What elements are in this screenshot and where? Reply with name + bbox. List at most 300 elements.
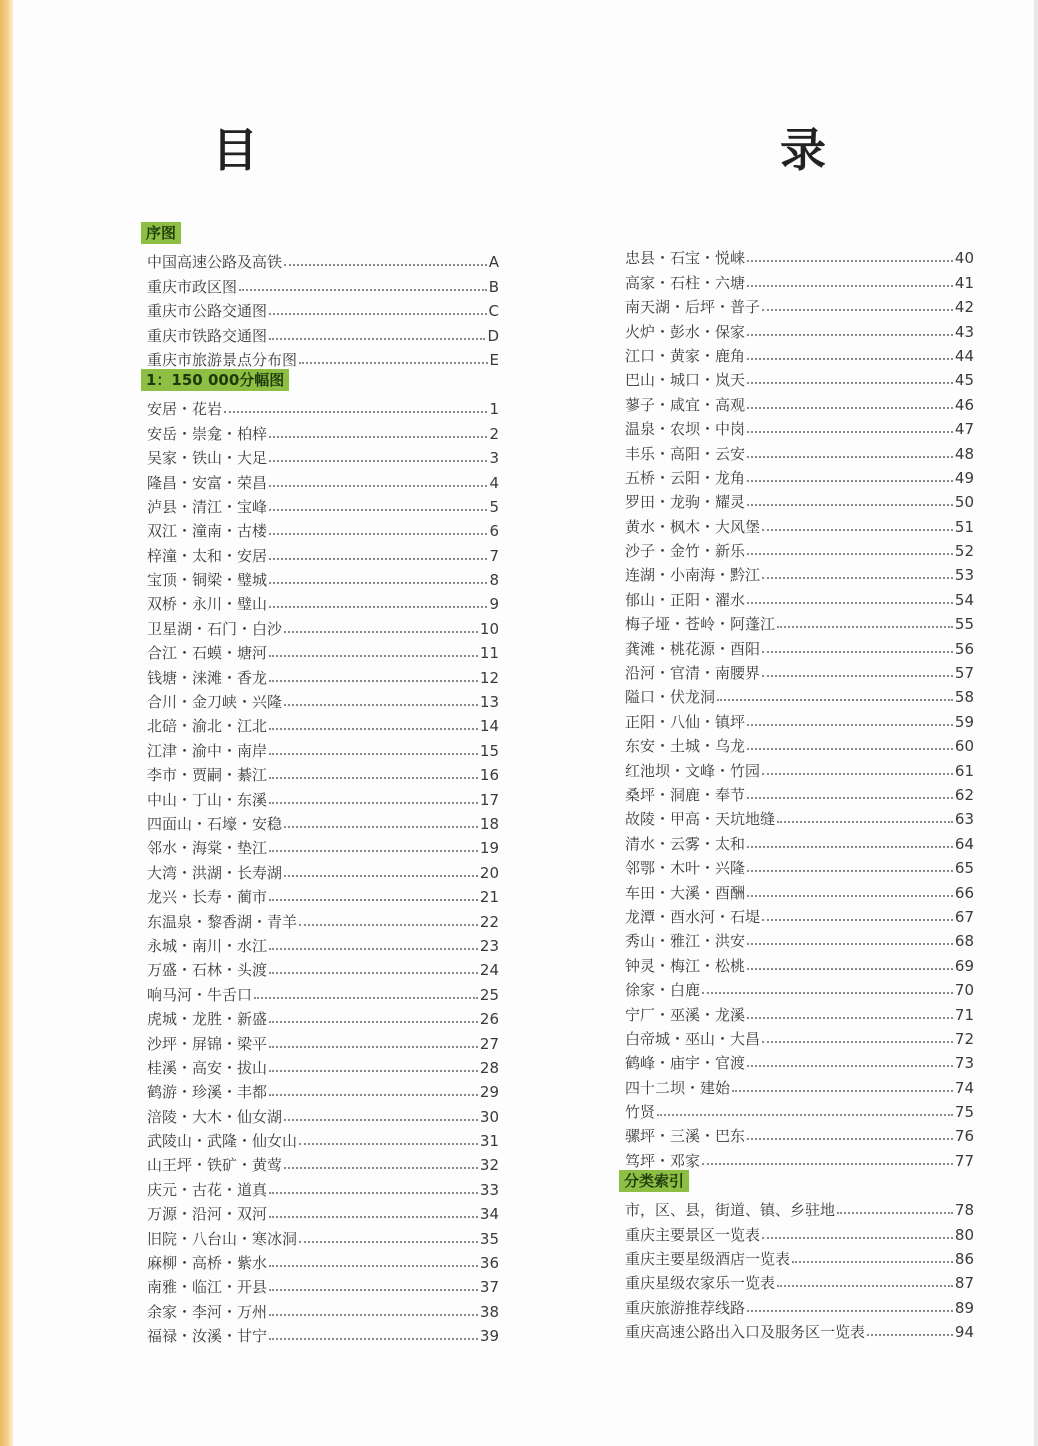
dot-leader — [299, 1241, 478, 1243]
dot-leader — [269, 802, 478, 804]
toc-entry-label: 忠县・石宝・悦崃 — [625, 249, 746, 268]
dot-leader — [762, 309, 953, 311]
toc-entry-page: 42 — [954, 298, 974, 317]
toc-entry-page: 19 — [479, 839, 499, 858]
toc-entry-page: 72 — [954, 1029, 974, 1048]
toc-entry[interactable] — [141, 394, 499, 418]
toc-entry-page: 21 — [479, 888, 499, 907]
toc-entry[interactable] — [141, 1077, 499, 1101]
toc-entry-page: 14 — [479, 717, 499, 736]
toc-entry-label: 四面山・石壕・安稳 — [147, 814, 283, 833]
toc-entry[interactable] — [619, 243, 974, 267]
toc-entry[interactable] — [619, 926, 974, 950]
toc-entry-page: 51 — [954, 517, 974, 536]
dot-leader — [299, 362, 488, 364]
toc-entry-page: 16 — [479, 766, 499, 785]
toc-entry-label: 吴家・铁山・大足 — [147, 449, 268, 468]
toc-entry-page: 22 — [479, 912, 499, 931]
dot-leader — [762, 919, 953, 921]
toc-entry-label: 隆昌・安富・荣昌 — [147, 473, 268, 492]
toc-entry-label: 龙兴・长寿・蔺市 — [147, 888, 268, 907]
toc-entry-label: 四十二坝・建始 — [625, 1078, 731, 1097]
toc-entry-page: 71 — [954, 1005, 974, 1024]
toc-entry[interactable] — [141, 931, 499, 955]
toc-entry[interactable] — [141, 516, 499, 540]
toc-entry-page: 10 — [479, 619, 499, 638]
toc-entry-label: 龙潭・酉水河・石堤 — [625, 907, 761, 926]
dot-leader — [747, 260, 953, 262]
dot-leader — [269, 777, 478, 779]
dot-leader — [747, 1065, 953, 1067]
toc-entry[interactable] — [141, 613, 499, 637]
dot-leader — [792, 1261, 953, 1263]
dot-leader — [269, 606, 487, 608]
toc-entry[interactable] — [619, 1072, 974, 1096]
toc-entry-label: 钱塘・涞滩・香龙 — [147, 668, 268, 687]
cover-edge — [0, 0, 13, 1446]
dot-leader — [284, 264, 487, 266]
toc-entry[interactable] — [141, 247, 499, 271]
toc-entry[interactable] — [619, 292, 974, 316]
dot-leader — [269, 582, 487, 584]
dot-leader — [777, 626, 953, 628]
toc-entry[interactable] — [141, 1150, 499, 1174]
toc-entry[interactable] — [141, 979, 499, 1003]
toc-entry-page: 36 — [479, 1254, 499, 1273]
toc-entry[interactable] — [141, 809, 499, 833]
dot-leader — [777, 1285, 953, 1287]
dot-leader — [762, 651, 953, 653]
section-header: 分类索引 — [619, 1170, 689, 1192]
toc-entry-label: 竹贤 — [625, 1103, 656, 1122]
toc-entry-page: 7 — [489, 546, 499, 565]
toc-entry[interactable] — [141, 1101, 499, 1125]
toc-entry[interactable] — [141, 418, 499, 442]
dot-leader — [284, 1119, 478, 1121]
dot-leader — [657, 1114, 953, 1116]
toc-entry-page: 3 — [489, 449, 499, 468]
toc-entry-label: 五桥・云阳・龙角 — [625, 468, 746, 487]
toc-entry-label: 安岳・崇龛・柏梓 — [147, 424, 268, 443]
dot-leader — [747, 1138, 953, 1140]
toc-entry-label: 双江・潼南・古楼 — [147, 522, 268, 541]
dot-leader — [762, 1237, 953, 1239]
toc-entry[interactable] — [141, 1321, 499, 1345]
toc-entry[interactable] — [619, 658, 974, 682]
toc-entry-page: C — [488, 302, 499, 321]
toc-entry-page: 4 — [489, 473, 499, 492]
toc-entry[interactable] — [619, 755, 974, 779]
toc-entry[interactable] — [619, 560, 974, 584]
dot-leader — [269, 509, 487, 511]
toc-entry[interactable] — [619, 438, 974, 462]
toc-entry[interactable] — [141, 711, 499, 735]
toc-entry-label: 涪陵・大木・仙女湖 — [147, 1107, 283, 1126]
toc-entry[interactable] — [619, 609, 974, 633]
toc-entry-page: 23 — [479, 936, 499, 955]
toc-entry-page: 6 — [489, 522, 499, 541]
dot-leader — [747, 724, 953, 726]
toc-entry-label: 蓼子・咸宜・高观 — [625, 395, 746, 414]
toc-entry[interactable] — [619, 341, 974, 365]
toc-entry-label: 旧院・八台山・寒冰洞 — [147, 1229, 298, 1248]
toc-entry-page: 31 — [479, 1132, 499, 1151]
toc-entry-label: 卫星湖・石门・白沙 — [147, 619, 283, 638]
toc-entry-label: 清水・云雾・太和 — [625, 834, 746, 853]
toc-entry[interactable] — [141, 492, 499, 516]
toc-entry[interactable] — [619, 999, 974, 1023]
dot-leader — [867, 1334, 953, 1336]
toc-entry[interactable] — [141, 760, 499, 784]
dot-leader — [269, 1314, 478, 1316]
toc-entry[interactable] — [619, 950, 974, 974]
toc-entry-label: 重庆主要景区一览表 — [625, 1225, 761, 1244]
toc-column-right — [619, 243, 974, 1341]
dot-leader — [269, 948, 478, 950]
toc-entry[interactable] — [141, 735, 499, 759]
toc-entry[interactable] — [141, 1174, 499, 1198]
toc-entry-page: 65 — [954, 859, 974, 878]
dot-leader — [747, 553, 953, 555]
toc-entry-label: 桂溪・高安・拔山 — [147, 1058, 268, 1077]
toc-entry-page: E — [489, 350, 499, 369]
toc-entry[interactable] — [619, 1244, 974, 1268]
toc-entry[interactable] — [141, 662, 499, 686]
toc-entry[interactable] — [141, 443, 499, 467]
toc-entry[interactable] — [141, 565, 499, 589]
toc-entry-label: 中国高速公路及高铁 — [147, 253, 283, 272]
toc-entry[interactable] — [619, 780, 974, 804]
toc-entry-page: 77 — [954, 1151, 974, 1170]
toc-entry[interactable] — [141, 882, 499, 906]
toc-entry[interactable] — [619, 1268, 974, 1292]
toc-entry-label: 邻鄂・木叶・兴隆 — [625, 859, 746, 878]
toc-entry-label: 万盛・石林・头渡 — [147, 961, 268, 980]
toc-entry-label: 梓潼・太和・安居 — [147, 546, 268, 565]
toc-entry[interactable] — [619, 584, 974, 608]
toc-entry-page: 69 — [954, 956, 974, 975]
toc-entry[interactable] — [619, 414, 974, 438]
toc-entry[interactable] — [141, 1053, 499, 1077]
toc-entry[interactable] — [141, 1004, 499, 1028]
toc-entry-page: 55 — [954, 615, 974, 634]
toc-entry-label: 鹤游・珍溪・丰都 — [147, 1083, 268, 1102]
toc-entry[interactable] — [141, 467, 499, 491]
dot-leader — [269, 1289, 478, 1291]
toc-entry[interactable] — [141, 540, 499, 564]
toc-entry[interactable] — [141, 955, 499, 979]
toc-entry-label: 山王坪・铁矿・黄莺 — [147, 1156, 283, 1175]
toc-entry[interactable] — [141, 1248, 499, 1272]
toc-entry-page: 50 — [954, 493, 974, 512]
dot-leader — [747, 407, 953, 409]
toc-entry-label: 沙坪・屏锦・梁平 — [147, 1034, 268, 1053]
toc-entry-page: 24 — [479, 961, 499, 980]
toc-entry-page: 62 — [954, 785, 974, 804]
toc-entry-label: 李市・贾嗣・綦江 — [147, 766, 268, 785]
dot-leader — [762, 773, 953, 775]
toc-entry-page: 66 — [954, 883, 974, 902]
toc-entry-label: 重庆市政区图 — [147, 277, 238, 296]
toc-entry-page: 80 — [954, 1225, 974, 1244]
toc-entry[interactable] — [141, 296, 499, 320]
page-edge — [1034, 0, 1038, 1446]
dot-leader — [269, 1338, 478, 1340]
dot-leader — [269, 485, 487, 487]
toc-entry-page: 47 — [954, 420, 974, 439]
dot-leader — [269, 1265, 478, 1267]
toc-entry[interactable] — [141, 784, 499, 808]
dot-leader — [717, 699, 953, 701]
toc-entry-label: 沿河・官清・南腰界 — [625, 664, 761, 683]
toc-entry[interactable] — [619, 1145, 974, 1169]
toc-entry-page: 26 — [479, 1010, 499, 1029]
toc-entry[interactable] — [619, 706, 974, 730]
toc-entry[interactable] — [619, 682, 974, 706]
toc-entry-page: 53 — [954, 566, 974, 585]
toc-entry-page: 64 — [954, 834, 974, 853]
dot-leader — [747, 1310, 953, 1312]
toc-entry-label: 车田・大溪・酉酬 — [625, 883, 746, 902]
dot-leader — [284, 1167, 478, 1169]
toc-entry-page: 8 — [489, 571, 499, 590]
dot-leader — [747, 334, 953, 336]
toc-entry-page: 74 — [954, 1078, 974, 1097]
dot-leader — [299, 924, 478, 926]
toc-entry[interactable] — [619, 828, 974, 852]
toc-entry-page: 48 — [954, 444, 974, 463]
toc-entry[interactable] — [141, 589, 499, 613]
toc-entry-page: 67 — [954, 907, 974, 926]
dot-leader — [269, 313, 487, 315]
toc-entry-label: 鹤峰・庙宇・官渡 — [625, 1054, 746, 1073]
toc-entry-page: 38 — [479, 1302, 499, 1321]
toc-entry-label: 笃坪・邓家 — [625, 1151, 701, 1170]
toc-entry-page: 78 — [954, 1201, 974, 1220]
toc-entry-page: 57 — [954, 664, 974, 683]
toc-entry[interactable] — [619, 365, 974, 389]
toc-entry[interactable] — [619, 853, 974, 877]
toc-entry[interactable] — [141, 1296, 499, 1320]
toc-entry[interactable] — [619, 267, 974, 291]
toc-entry-label: 南天湖・后坪・普子 — [625, 298, 761, 317]
toc-entry-label: 中山・丁山・东溪 — [147, 790, 268, 809]
toc-entry[interactable] — [619, 1292, 974, 1316]
toc-entry[interactable] — [619, 1024, 974, 1048]
dot-leader — [269, 436, 487, 438]
dot-leader — [239, 289, 487, 291]
dot-leader — [269, 850, 478, 852]
toc-entry-label: 双桥・永川・璧山 — [147, 595, 268, 614]
toc-entry[interactable] — [619, 902, 974, 926]
dot-leader — [269, 1094, 478, 1096]
toc-entry-page: 15 — [479, 741, 499, 760]
toc-entry[interactable] — [619, 463, 974, 487]
toc-entry-label: 重庆市公路交通图 — [147, 302, 268, 321]
toc-entry[interactable] — [619, 1097, 974, 1121]
toc-entry-label: 重庆主要星级酒店一览表 — [625, 1250, 791, 1269]
dot-leader — [269, 753, 478, 755]
toc-entry[interactable] — [141, 1126, 499, 1150]
toc-entry-label: 徐家・白鹿 — [625, 981, 701, 1000]
toc-entry-label: 南雅・临江・开县 — [147, 1278, 268, 1297]
toc-entry-page: 1 — [489, 400, 499, 419]
toc-entry-page: 94 — [954, 1323, 974, 1342]
toc-entry-label: 郁山・正阳・濯水 — [625, 590, 746, 609]
dot-leader — [747, 846, 953, 848]
toc-entry-page: 45 — [954, 371, 974, 390]
toc-entry-page: 56 — [954, 639, 974, 658]
toc-entry-label: 丰乐・高阳・云安 — [625, 444, 746, 463]
toc-entry-label: 宁厂・巫溪・龙溪 — [625, 1005, 746, 1024]
toc-entry-label: 高家・石柱・六塘 — [625, 273, 746, 292]
toc-entry-label: 福禄・汝溪・甘宁 — [147, 1327, 268, 1346]
toc-entry-page: 59 — [954, 712, 974, 731]
dot-leader — [269, 338, 485, 340]
dot-leader — [747, 382, 953, 384]
toc-entry-label: 沙子・金竹・新乐 — [625, 542, 746, 561]
dot-leader — [269, 1192, 478, 1194]
toc-entry-page: 34 — [479, 1205, 499, 1224]
toc-entry[interactable] — [619, 511, 974, 535]
toc-entry-label: 东温泉・黎香湖・青羊 — [147, 912, 298, 931]
toc-entry-label: 重庆旅游推荐线路 — [625, 1298, 746, 1317]
toc-entry-page: 30 — [479, 1107, 499, 1126]
dot-leader — [762, 675, 953, 677]
dot-leader — [269, 1021, 478, 1023]
toc-entry-page: 17 — [479, 790, 499, 809]
toc-entry[interactable] — [619, 633, 974, 657]
toc-entry-page: 40 — [954, 249, 974, 268]
dot-leader — [254, 997, 478, 999]
dot-leader — [269, 1216, 478, 1218]
toc-entry[interactable] — [141, 1272, 499, 1296]
toc-entry-label: 正阳・八仙・镇坪 — [625, 712, 746, 731]
toc-entry-label: 火炉・彭水・保家 — [625, 322, 746, 341]
toc-entry-label: 市，区、县，街道、镇、乡驻地 — [625, 1201, 836, 1220]
toc-entry[interactable] — [619, 975, 974, 999]
dot-leader — [269, 680, 478, 682]
dot-leader — [762, 529, 953, 531]
toc-entry-label: 重庆高速公路出入口及服务区一览表 — [625, 1323, 866, 1342]
toc-entry[interactable] — [141, 857, 499, 881]
toc-entry-page: 70 — [954, 981, 974, 1000]
toc-entry-label: 武陵山・武隆・仙女山 — [147, 1132, 298, 1151]
dot-leader — [747, 895, 953, 897]
dot-leader — [747, 1017, 953, 1019]
toc-entry-label: 连湖・小南海・黔江 — [625, 566, 761, 585]
toc-entry-label: 东安・土城・乌龙 — [625, 737, 746, 756]
toc-entry[interactable] — [141, 906, 499, 930]
toc-entry-page: 5 — [489, 497, 499, 516]
toc-entry-label: 红池坝・文峰・竹园 — [625, 761, 761, 780]
dot-leader — [762, 577, 953, 579]
dot-leader — [269, 1046, 478, 1048]
toc-entry[interactable] — [619, 1048, 974, 1072]
toc-entry-label: 巴山・城口・岚天 — [625, 371, 746, 390]
toc-entry-page: 2 — [489, 424, 499, 443]
toc-entry-page: A — [488, 253, 499, 272]
toc-entry-page: 61 — [954, 761, 974, 780]
toc-entry[interactable] — [141, 320, 499, 344]
toc-entry-label: 泸县・清江・宝峰 — [147, 497, 268, 516]
toc-entry-page: 87 — [954, 1274, 974, 1293]
toc-entry[interactable] — [619, 731, 974, 755]
toc-entry-page: 37 — [479, 1278, 499, 1297]
page-title: 目 录 — [212, 123, 922, 177]
toc-entry-label: 万源・沿河・双河 — [147, 1205, 268, 1224]
section-header: 序图 — [141, 222, 181, 244]
dot-leader — [269, 460, 487, 462]
dot-leader — [762, 1041, 953, 1043]
toc-entry-page: 32 — [479, 1156, 499, 1175]
dot-leader — [284, 826, 478, 828]
toc-entry[interactable] — [619, 804, 974, 828]
toc-entry-label: 梅子垭・苍岭・阿蓬江 — [625, 615, 776, 634]
toc-entry-label: 黄水・枫木・大风堡 — [625, 517, 761, 536]
toc-entry-label: 安居・花岩 — [147, 400, 223, 419]
toc-entry-page: 39 — [479, 1327, 499, 1346]
toc-entry-page: 89 — [954, 1298, 974, 1317]
toc-column-left — [141, 222, 499, 1345]
section-header: 1：150 000分幅图 — [141, 369, 289, 391]
toc-entry[interactable] — [141, 271, 499, 295]
dot-leader — [269, 972, 478, 974]
toc-entry[interactable] — [141, 638, 499, 662]
toc-entry-label: 合川・金刀峡・兴隆 — [147, 693, 283, 712]
dot-leader — [269, 728, 478, 730]
toc-entry[interactable] — [619, 487, 974, 511]
dot-leader — [224, 411, 487, 413]
toc-entry-page: 43 — [954, 322, 974, 341]
toc-entry[interactable] — [619, 1317, 974, 1341]
toc-entry-page: 73 — [954, 1054, 974, 1073]
toc-entry-page: 33 — [479, 1180, 499, 1199]
toc-entry[interactable] — [619, 316, 974, 340]
toc-entry[interactable] — [619, 877, 974, 901]
toc-entry-label: 白帝城・巫山・大昌 — [625, 1029, 761, 1048]
toc-entry-page: 11 — [479, 644, 499, 663]
toc-entry[interactable] — [141, 1223, 499, 1247]
toc-entry-label: 骡坪・三溪・巴东 — [625, 1127, 746, 1146]
toc-entry[interactable] — [619, 1195, 974, 1219]
toc-entry-label: 龚滩・桃花源・酉阳 — [625, 639, 761, 658]
toc-entry[interactable] — [619, 536, 974, 560]
toc-entry[interactable] — [141, 833, 499, 857]
toc-entry[interactable] — [619, 389, 974, 413]
dot-leader — [299, 1143, 478, 1145]
toc-entry-page: 35 — [479, 1229, 499, 1248]
toc-entry[interactable] — [141, 345, 499, 369]
toc-entry-page: 13 — [479, 693, 499, 712]
toc-entry-page: 75 — [954, 1103, 974, 1122]
toc-entry-label: 余家・李河・万州 — [147, 1302, 268, 1321]
toc-entry-page: 76 — [954, 1127, 974, 1146]
toc-entry[interactable] — [619, 1121, 974, 1145]
toc-entry-label: 秀山・雅江・洪安 — [625, 932, 746, 951]
toc-entry-page: 68 — [954, 932, 974, 951]
toc-entry-page: 46 — [954, 395, 974, 414]
toc-entry-page: 27 — [479, 1034, 499, 1053]
toc-entry-page: 9 — [489, 595, 499, 614]
toc-entry[interactable] — [619, 1219, 974, 1243]
toc-entry[interactable] — [141, 687, 499, 711]
toc-entry[interactable] — [141, 1199, 499, 1223]
toc-entry[interactable] — [141, 1028, 499, 1052]
toc-entry-label: 江口・黄家・鹿角 — [625, 346, 746, 365]
toc-entry-label: 北碚・渝北・江北 — [147, 717, 268, 736]
dot-leader — [732, 1090, 953, 1092]
